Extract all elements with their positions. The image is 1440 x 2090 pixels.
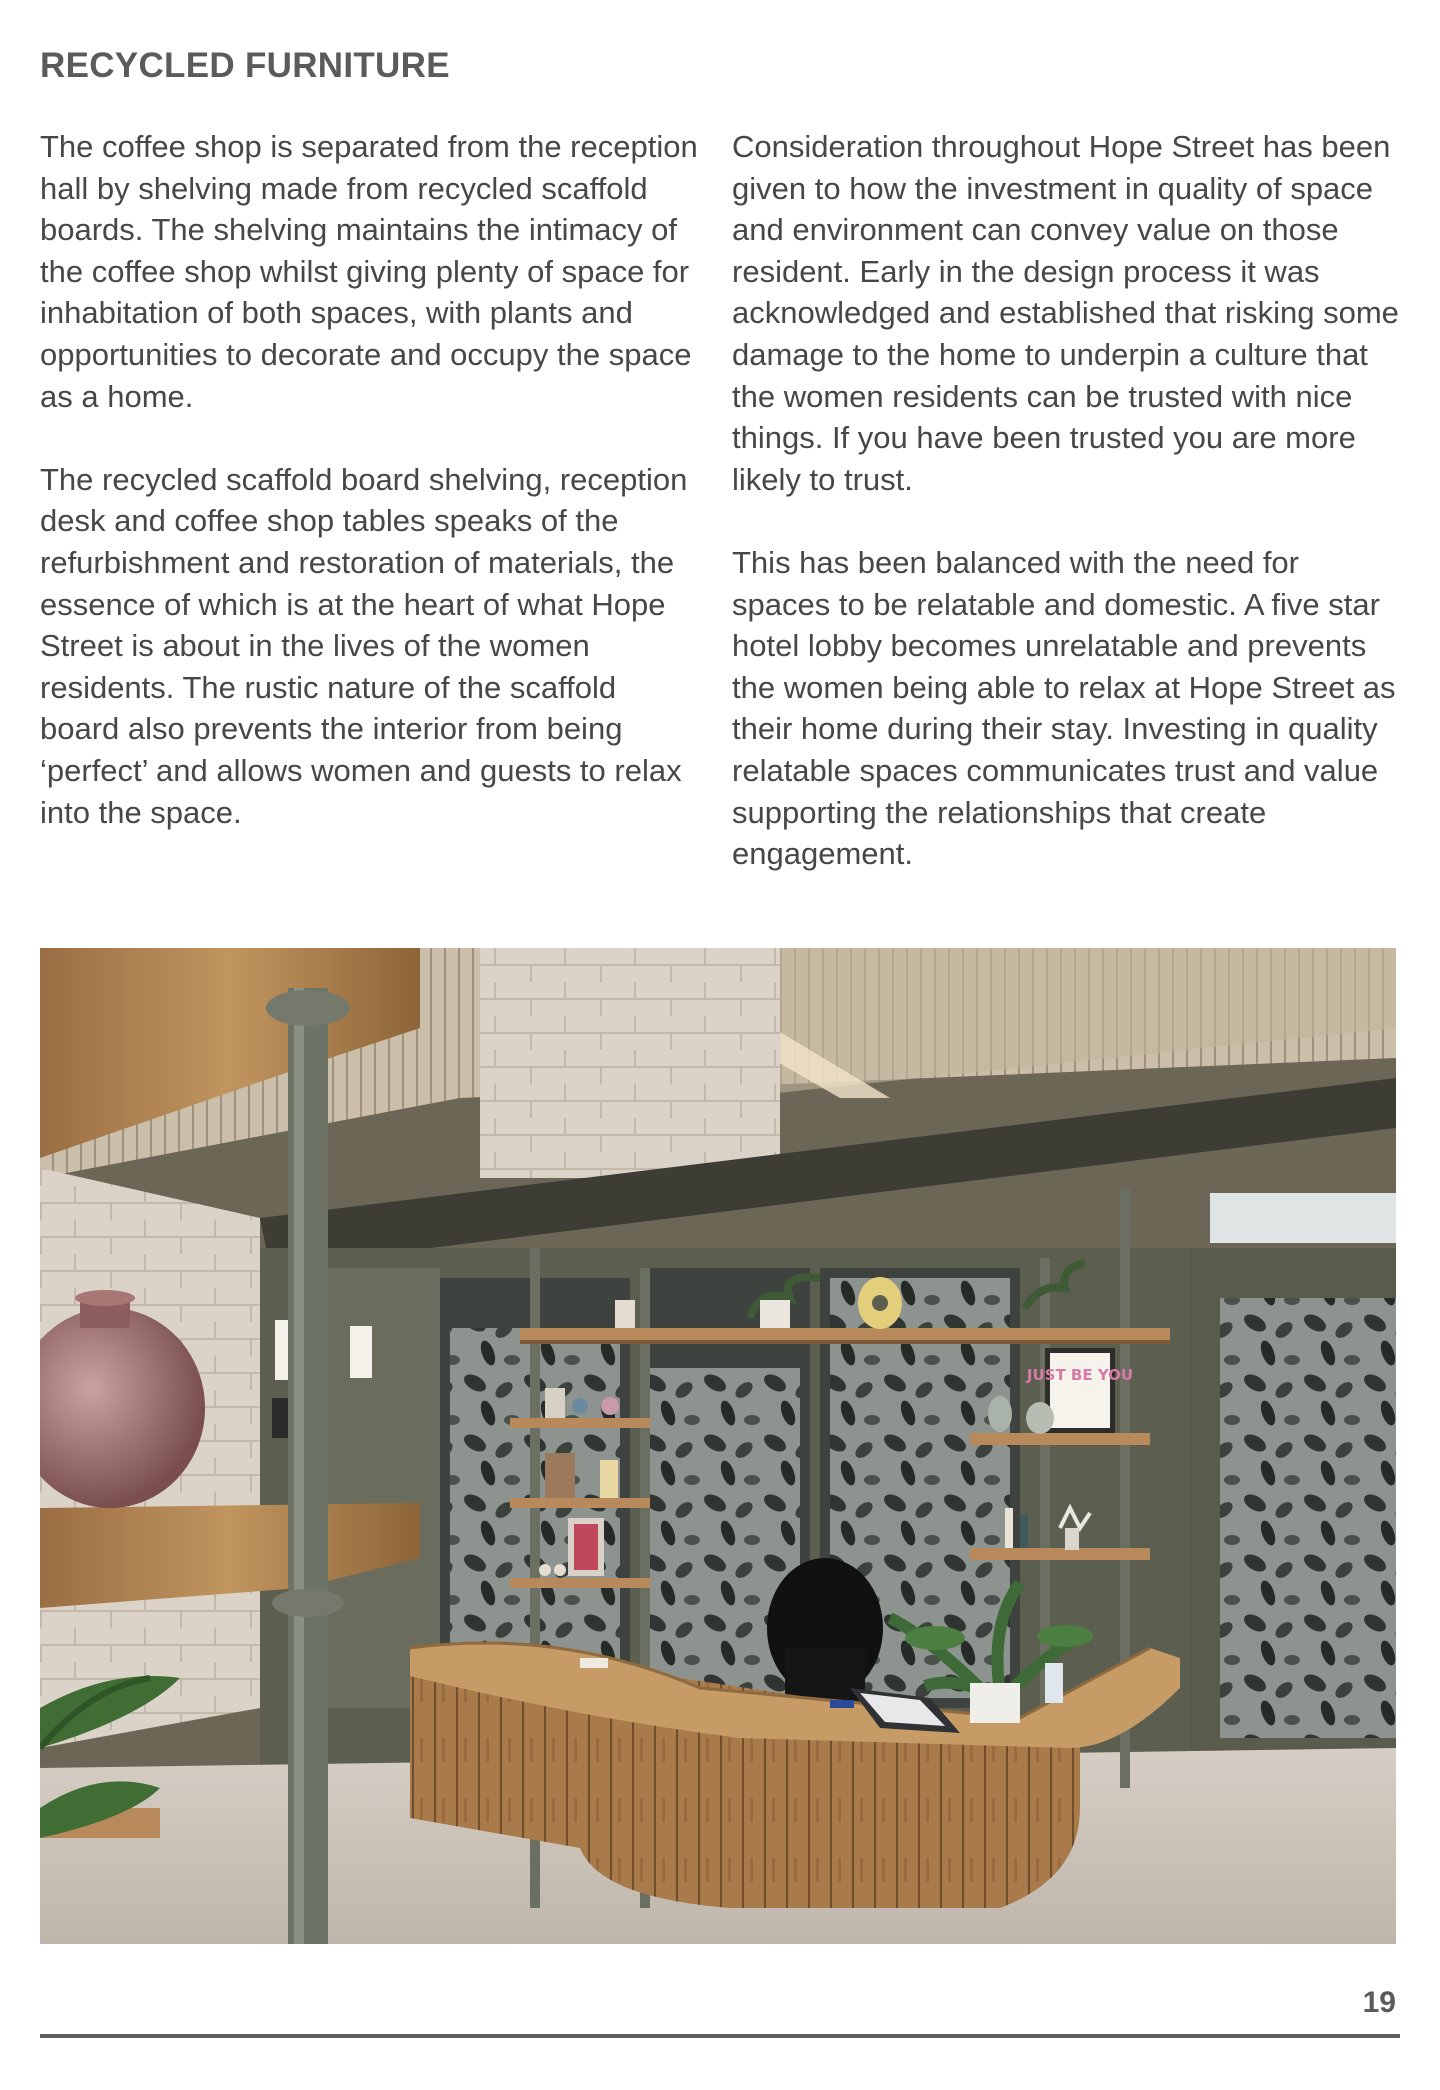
reception-photo — [40, 948, 1396, 1944]
left-paragraph-1: The coffee shop is separated from the reception hall by shelving made from recycled scaffold boards. The shelving maintains the intimacy of the coffee shop whilst giving plenty of space for inhabitation of both spaces, with plants and opportunities to decorate and occupy the space as a home. — [40, 129, 698, 414]
frame-text: JUST BE YOU — [1026, 1366, 1134, 1384]
left-text-column — [40, 126, 700, 833]
left-paragraph-2: The recycled scaffold board shelving, reception desk and coffee shop tables speaks of the refurbishment and restoration of materials, the essence of which is at the heart of what Hope Street is about in the lives of the women residents. The rustic nature of the scaffold board also prevents the interior from being ‘perfect’ and allows women and guests to relax into the space. — [40, 461, 688, 830]
right-paragraph-2: This has been balanced with the need for spaces to be relatable and domestic. A five star hotel lobby becomes unrelatable and prevents the women being able to relax at Hope Street as their home during their stay. Investing in quality relatable spaces communicates trust and value supporting the relationships that create engagement. — [732, 544, 1396, 872]
section-title: RECYCLED FURNITURE — [40, 46, 450, 85]
right-text-column — [732, 126, 1402, 875]
page-number: 19 — [1362, 1986, 1396, 2019]
footer-rule — [40, 2034, 1400, 2038]
right-paragraph-1: Consideration throughout Hope Street has been given to how the investment in quality of space and environment can convey value on those resident. Early in the design process it was acknowledged and established that risking some damage to the home to underpin a culture that the women residents can be trusted with nice things. If you have been trusted you are more likely to trust. — [732, 129, 1399, 497]
